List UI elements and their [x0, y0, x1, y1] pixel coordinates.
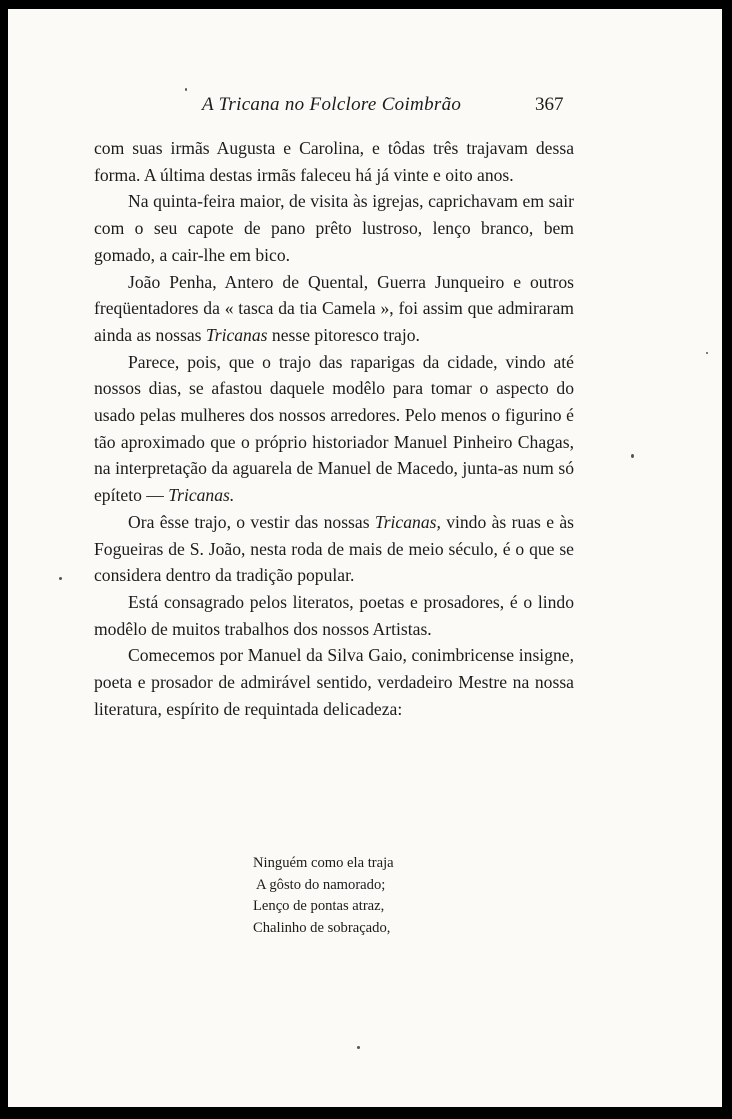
paragraph-6: Está consagrado pelos literatos, poetas e prosadores, é o lindo modêlo de muitos trabalhos dos nossos Artistas. [94, 591, 574, 639]
paragraph-5-text-a: Ora êsse trajo, o vestir das nossas [128, 511, 375, 532]
paragraph-7: Comecemos por Manuel da Silva Gaio, conimbricense insigne, poeta e prosador de admirável sentido, verdadeiro Mestre na nossa literatura, espírito de requintada delicadeza: [94, 645, 574, 719]
paragraph-1: com suas irmãs Augusta e Carolina, e tôdas três trajavam dessa forma. A última destas irmãs faleceu há já vinte e oito anos. [94, 138, 574, 185]
body-text [94, 135, 574, 722]
verse-line-3: Lenço de pontas atraz, [253, 898, 385, 914]
verse-line-4: Chalinho de sobraçado, [253, 919, 391, 936]
scan-speck [357, 1046, 360, 1049]
verse-line-1: Ninguém como ela traja [253, 855, 394, 871]
running-title: A Tricana no Folclore Coimbrão [202, 94, 462, 115]
scan-speck [59, 577, 62, 580]
page-number: 367 [535, 94, 564, 115]
paragraph-4-text-a: Parece, pois, que o trajo das raparigas da cidade, vindo até nossos dias, se afastou daquele modêlo para tomar o aspecto do usado pelas mulheres dos nossos arredores. Pelo menos o figurino é tão aproximado que o próprio historiador Manuel Pinheiro Chagas, na interpretação da aguarela de Manuel de Macedo, junta-as num só epíteto — [94, 351, 574, 506]
verse-quote [253, 853, 394, 939]
paragraph-5 [94, 509, 574, 589]
paragraph-3 [94, 269, 574, 349]
paragraph-5-text-b: vindo às ruas e às Fogueiras de S. João, nesta roda de mais de meio século, é o que se considera dentro da tradição popular. [94, 511, 574, 586]
paragraph-3-text-a: João Penha, Antero de Quental, Guerra Junqueiro e outros freqüentadores da « tasca da tia Camela », foi assim que admiraram ainda as nossas [94, 271, 574, 345]
paragraph-4 [94, 349, 574, 509]
running-header [8, 91, 722, 121]
scan-speck [185, 88, 187, 91]
scan-speck [706, 352, 708, 354]
paragraph-2: Na quinta-feira maior, de visita às igrejas, caprichavam em sair com o seu capote de pano prêto lustroso, lenço branco, bem gomado, a cair-lhe em bico. [94, 191, 574, 265]
paragraph-4-italic: Tricanas. [168, 485, 235, 506]
verse-line-2: A gôsto do namorado; [256, 876, 386, 893]
paragraph-3-italic: Tricanas [205, 324, 268, 345]
book-page [8, 9, 722, 1107]
scan-speck [631, 454, 634, 458]
paragraph-3-text-b: nesse pitoresco trajo. [267, 324, 420, 345]
paragraph-5-italic: Tricanas, [374, 511, 441, 532]
